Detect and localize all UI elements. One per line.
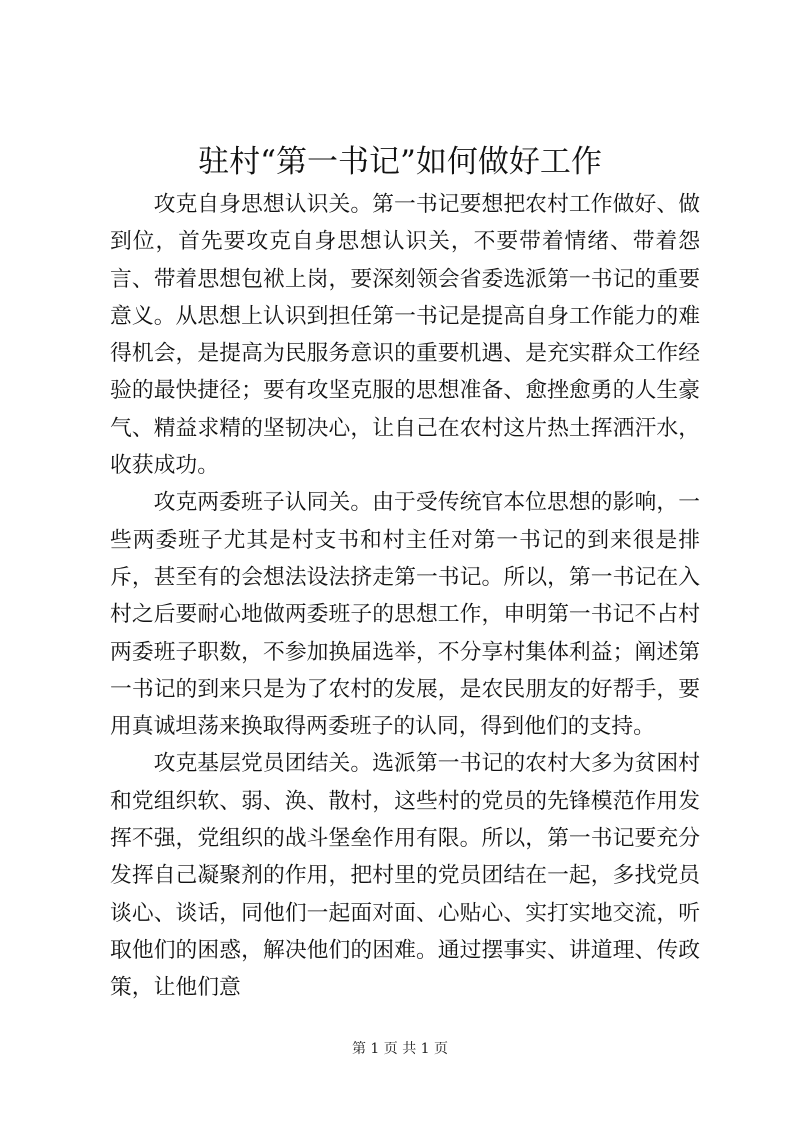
paragraph-thinking: 攻克自身思想认识关。第一书记要想把农村工作做好、做到位，首先要攻克自身思想认识关，不要带着情绪、带着怨言、带着思想包袱上岗，要深刻领会省委选派第一书记的重要意义。从思想上认识到担任第一书记是提高自身工作能力的难得机会，是提高为民服务意识的重要机遇、是充实群众工作经验的最快捷径；要有攻坚克服的思想准备、愈挫愈勇的人生豪气、精益求精的坚韧决心，让自己在农村这片热土挥洒汗水，收获成功。 (110, 192, 700, 479)
paragraph-members: 攻克基层党员团结关。选派第一书记的农村大多为贫困村和党组织软、弱、涣、散村，这些村的党员的先锋模范作用发挥不强，党组织的战斗堡垒作用有限。所以，第一书记要充分发挥自己凝聚剂的作用，把村里的党员团结在一起，多找党员谈心、谈话，同他们一起面对面、心贴心、实打实地交流，听取他们的困惑，解决他们的困难。通过摆事实、讲道理、传政策，让他们意 (110, 751, 700, 1001)
document-body (110, 186, 700, 1007)
page-footer: 第 1 页 共 1 页 (351, 1041, 449, 1057)
paragraph-committee: 攻克两委班子认同关。由于受传统官本位思想的影响，一些两委班子尤其是村支书和村主任对第一书记的到来很是排斥，甚至有的会想法设法挤走第一书记。所以，第一书记在入村之后要耐心地做两委班子的思想工作，申明第一书记不占村两委班子职数，不参加换届选举，不分享村集体利益；阐述第一书记的到来只是为了农村的发展，是农民朋友的好帮手，要用真诚坦荡来换取得两委班子的认同，得到他们的支持。 (110, 490, 700, 740)
document-title: 驻村“第一书记”如何做好工作 (198, 144, 602, 180)
